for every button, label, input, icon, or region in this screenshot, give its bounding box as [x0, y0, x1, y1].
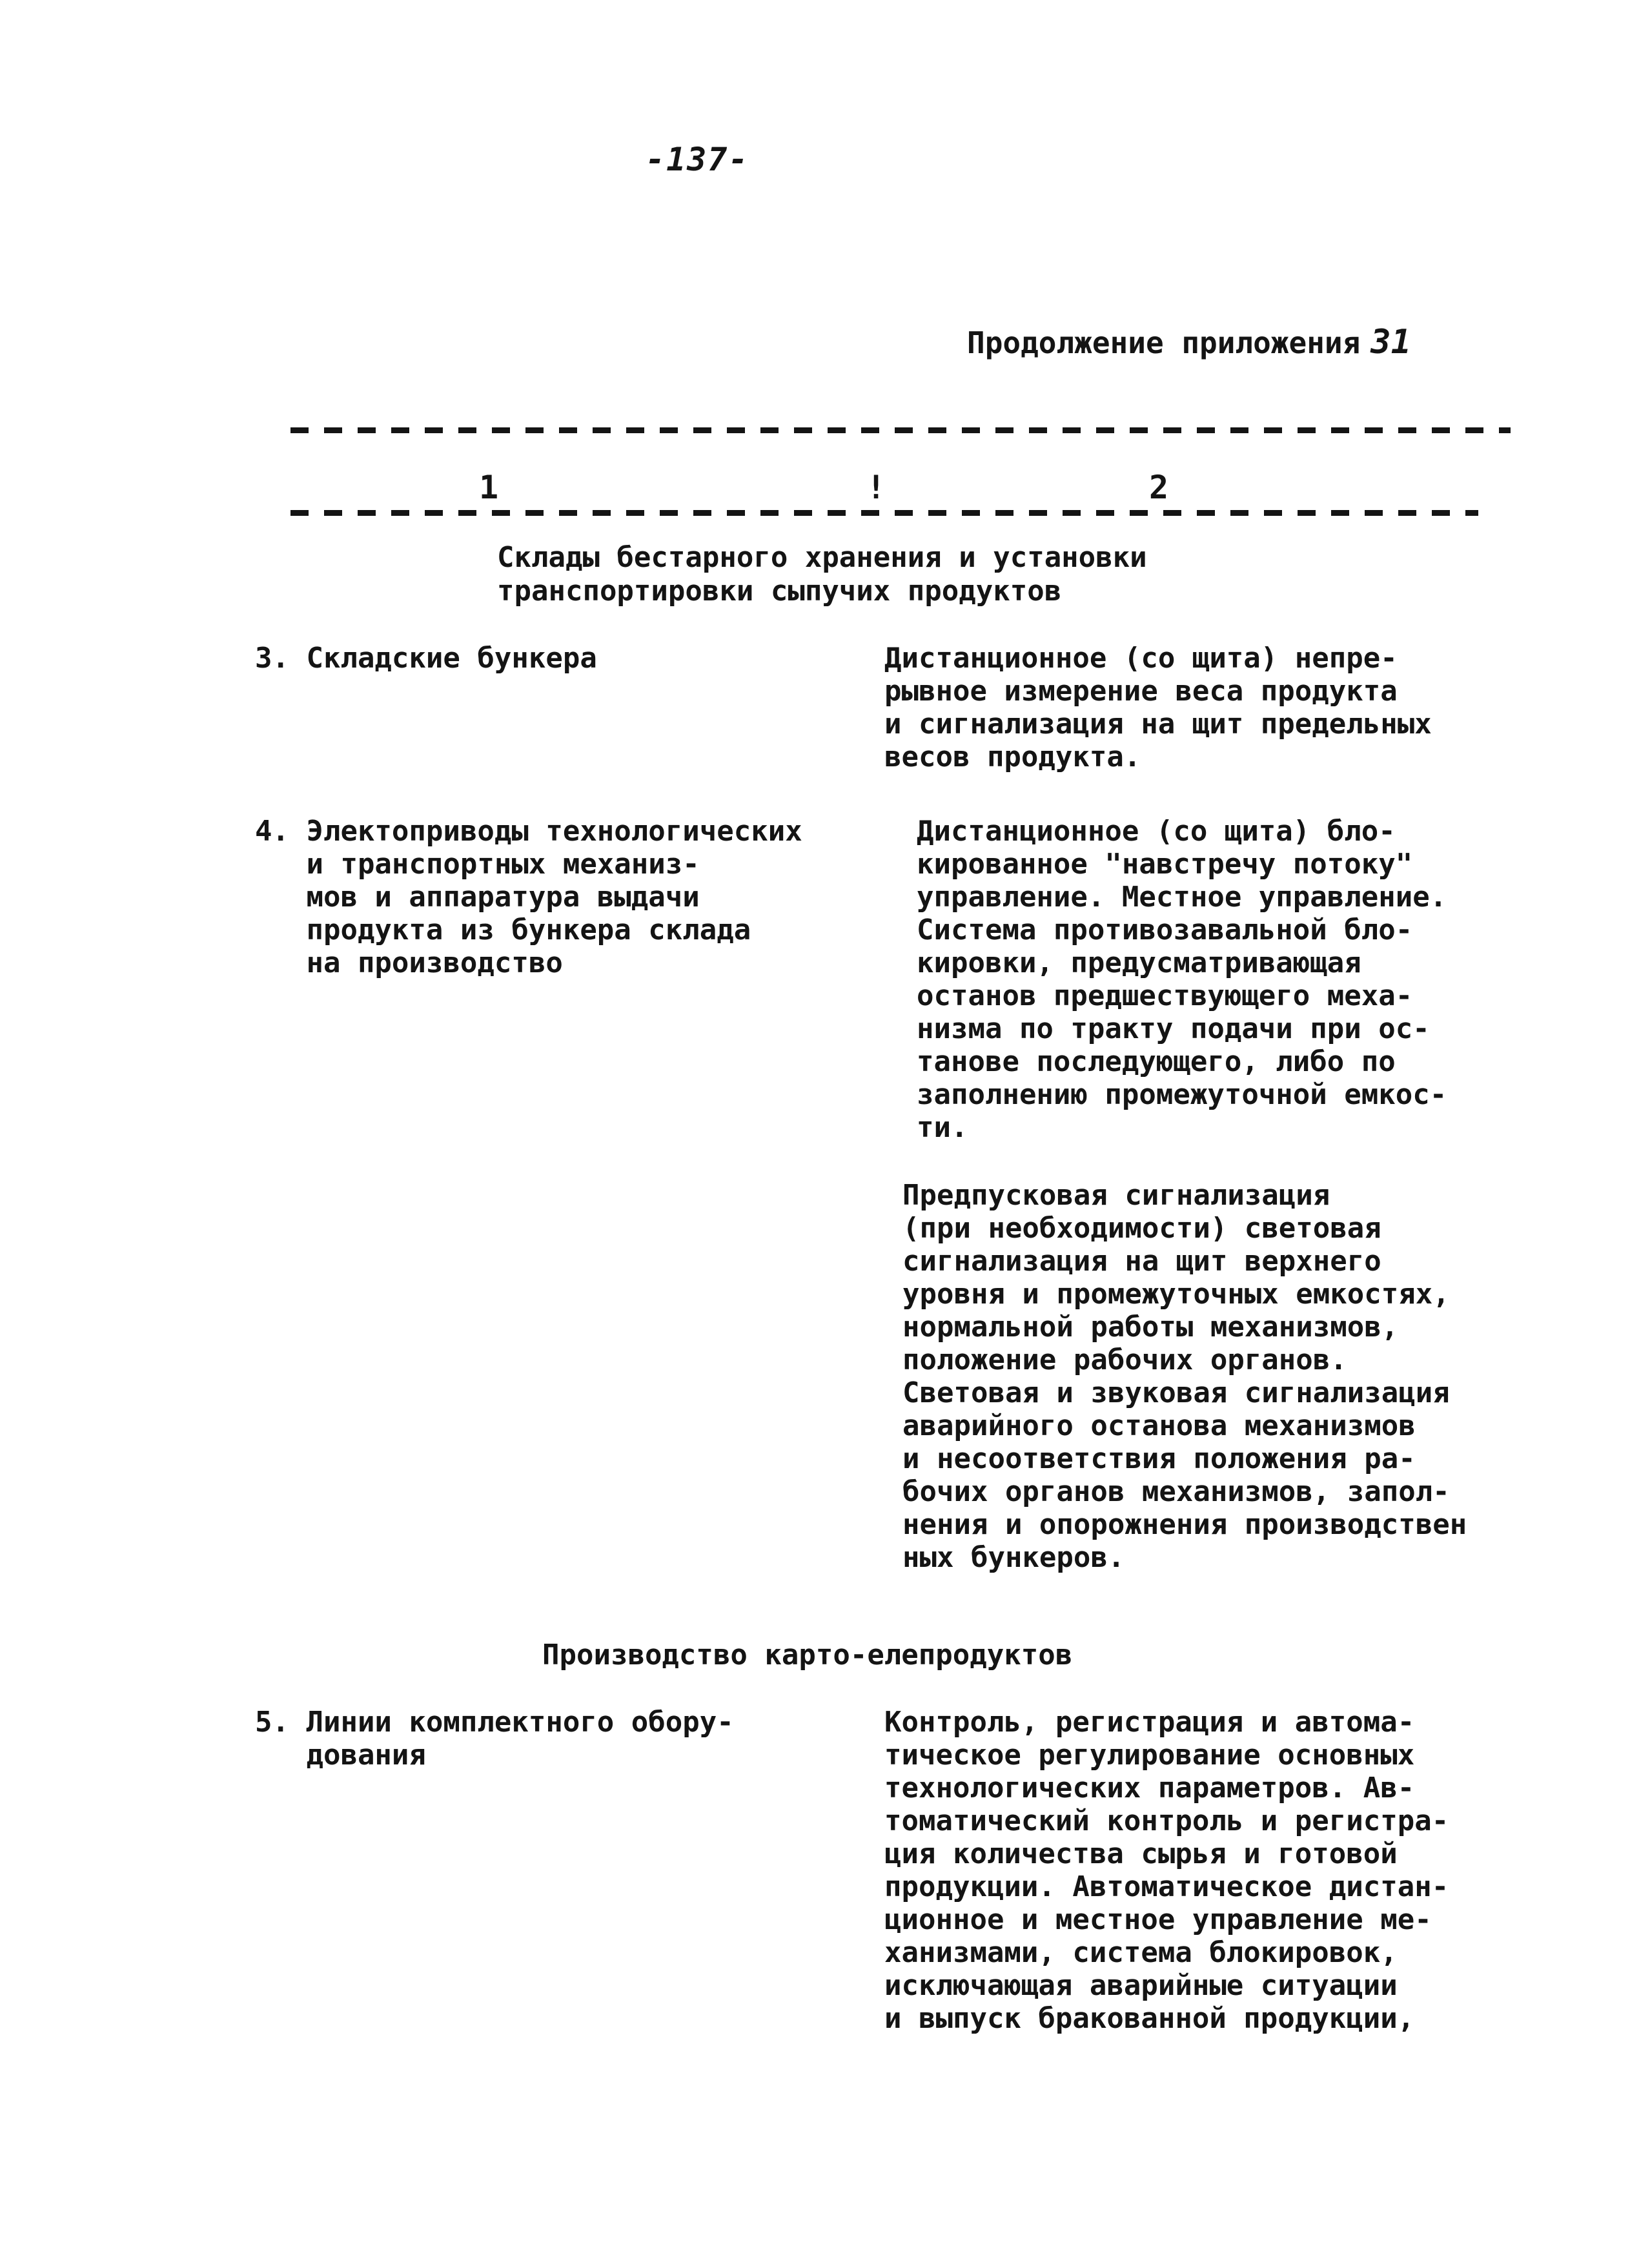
table-header-rule	[290, 510, 1478, 516]
item-3-automation: Дистанционное (со щита) непре- рывное измерение веса продукта и сигнализация на щит предельных весов продукта.	[884, 642, 1432, 773]
page-number: -137-	[646, 141, 749, 178]
section-title-storage: Склады бестарного хранения и установки транспортировки сыпучих продуктов	[497, 541, 1147, 608]
item-5-object: 5. Линии комплектного обору- дования	[255, 1706, 734, 1772]
column-2-header: 2	[1149, 469, 1169, 506]
item-4-signalling: Предпусковая сигнализация (при необходимости) световая сигнализация на щит верхнего уровня и промежуточных емкостях, нормальной работы механизмов, положение рабочих органов. Световая и звуковая сигнализация аварийного останова механизмов и несоответствия положения ра- бочих органов механизмов, запол- нения и опорожнения производствен ных бункеров.	[902, 1179, 1467, 1574]
item-4-automation: Дистанционное (со щита) бло- кированное "навстречу потоку" управление. Местное управление. Система противозавальной бло- кировки, предусматривающая останов предшествующего меха- низма по тракту подачи при ос- танове последующего, либо по заполнению промежуточной емкос- ти.	[917, 815, 1447, 1144]
continuation-label: Продолжение приложения	[967, 325, 1361, 360]
section-title-production: Производство карто-елепродуктов	[542, 1639, 1073, 1671]
item-5-automation: Контроль, регистрация и автома- тическое регулирование основных технологических параметров. Ав- томатический контроль и регистра- ция количества сырья и готовой продукции. Автоматическое дистан- ционное и местное управление ме- ханизмами, система блокировок, исключающая аварийные ситуации и выпуск бракованной продукции,	[884, 1706, 1449, 2035]
table-top-rule	[290, 427, 1511, 433]
item-3-object: 3. Складские бункера	[255, 642, 597, 675]
continuation-header	[967, 323, 1411, 362]
appendix-number: 31	[1370, 323, 1411, 362]
column-1-header: 1	[479, 469, 499, 506]
item-4-object: 4. Электоприводы технологических и транспортных механиз- мов и аппаратура выдачи продукта из бункера склада на производство	[255, 815, 802, 979]
column-separator: !	[866, 469, 886, 506]
